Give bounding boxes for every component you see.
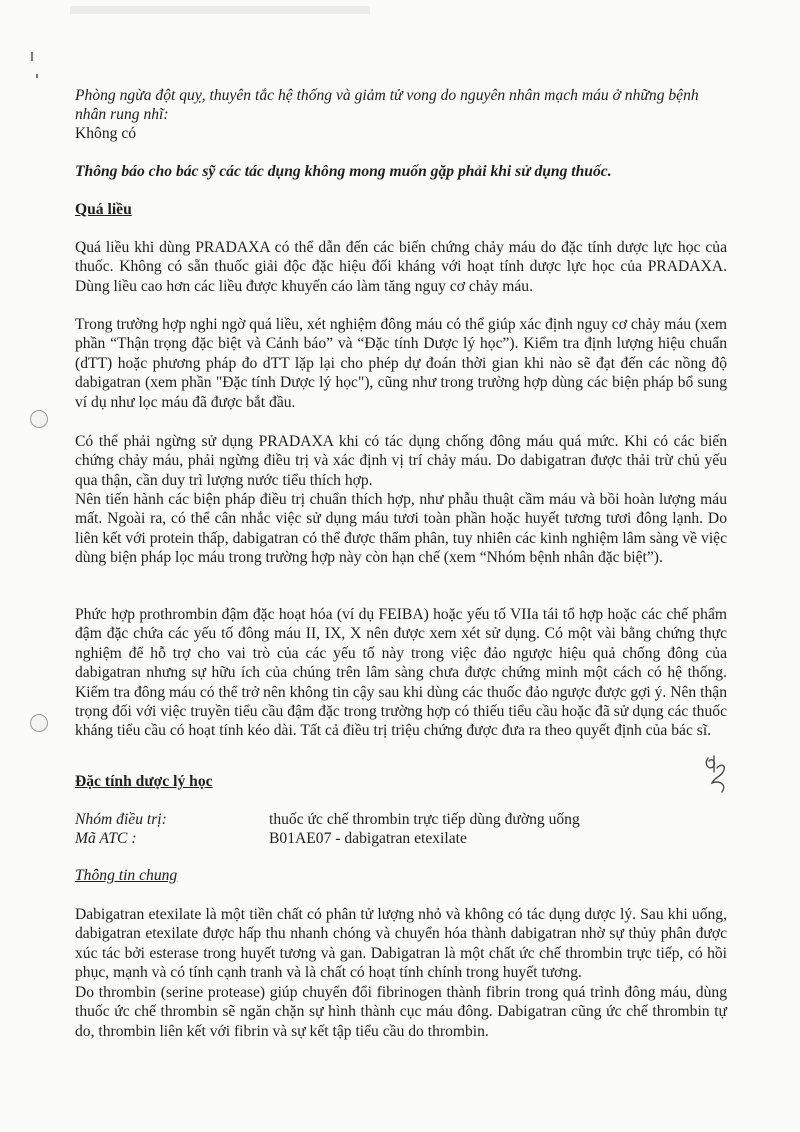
general-info-title: Thông tin chung — [75, 867, 178, 884]
therapeutic-group-value: thuốc ức chế thrombin trực tiếp dùng đường uống — [269, 811, 580, 828]
adverse-report-notice: Thông báo cho bác sỹ các tác dụng không mong muốn gặp phải khi sử dụng thuốc. — [75, 163, 612, 180]
scan-artifact — [70, 6, 370, 14]
overdose-paragraph: Phức hợp prothrombin đậm đặc hoạt hóa (ví dụ FEIBA) hoặc yếu tố VIIa tái tổ hợp hoặc các chế phẩm đậm đặc chứa các yếu tố đông máu II, IX, X nên được xem xét sử dụng. Có một vài bằng chứng thực nghiệm để hỗ trợ cho vai trò của các yếu tố này trong việc đảo ngược hiệu quả chống đông của dabigatran nhưng sự hữu ích của chúng trên lâm sàng chưa được chứng minh một cách có hệ thống. Kiểm tra đông máu có thể trở nên không tin cậy sau khi dùng các thuốc đảo ngược được gợi ý. Nên thận trọng đối với việc truyền tiểu cầu đậm đặc trong trường hợp có thiếu tiểu cầu hoặc đã sử dụng các thuốc kháng tiểu cầu có hoạt tính kéo dài. Tất cả điều trị triệu chứng được đưa ra theo quyết định của bác sĩ. — [75, 606, 727, 740]
margin-mark — [36, 74, 38, 78]
atc-code-label: Mã ATC : — [75, 830, 137, 847]
punch-hole — [30, 714, 48, 732]
overdose-title: Quá liều — [75, 201, 132, 218]
overdose-paragraph: Có thể phải ngừng sử dụng PRADAXA khi có tác dụng chống đông máu quá mức. Khi có các biến chứng chảy máu, phải ngừng điều trị và xác định vị trí chảy máu. Do dabigatran được thải trừ chủ yếu qua thận, cần duy trì lượng nước tiểu thích hợp. — [75, 433, 727, 489]
stroke-prevention-heading: Phòng ngừa đột quỵ, thuyên tắc hệ thống và giảm tử vong do nguyên nhân mạch máu ở những bệnh nhân rung nhĩ: — [75, 87, 699, 124]
overdose-paragraph: Quá liều khi dùng PRADAXA có thể dẫn đến các biến chứng chảy máu do đặc tính dược lực học của thuốc. Không có sẵn thuốc giải độc đặc hiệu đối kháng với hoạt tính dược lực học của PRADAXA. Dùng liều cao hơn các liều được khuyến cáo làm tăng nguy cơ chảy máu. — [75, 239, 727, 295]
therapeutic-group-row — [75, 810, 727, 830]
general-info-paragraph: Do thrombin (serine protease) giúp chuyển đổi fibrinogen thành fibrin trong quá trình đông máu, dùng thuốc ức chế thrombin sẽ ngăn chặn sự hình thành cục máu đông. Dabigatran cũng ức chế thrombin tự do, thrombin liên kết với fibrin và sự kết tập tiểu cầu do thrombin. — [75, 984, 727, 1040]
overdose-paragraph: Nên tiến hành các biện pháp điều trị chuẩn thích hợp, như phẫu thuật cầm máu và bồi hoàn lượng máu mất. Ngoài ra, có thể cân nhắc việc sử dụng máu tươi toàn phần hoặc huyết tương tươi đông lạnh. Do liên kết với protein thấp, dabigatran có thể được thẩm phân, tuy nhiên các kinh nghiệm lâm sàng về việc dùng biện pháp lọc máu trong trường hợp này còn hạn chế (xem “Nhóm bệnh nhân đặc biệt”). — [75, 491, 727, 567]
margin-mark — [31, 52, 33, 61]
handwritten-initials — [700, 750, 740, 800]
atc-code-row — [75, 829, 727, 849]
therapeutic-group-label: Nhóm điều trị: — [75, 811, 167, 828]
general-info-paragraph: Dabigatran etexilate là một tiền chất có phân tử lượng nhỏ và không có tác dụng dược lý. Sau khi uống, dabigatran etexilate được hấp thu nhanh chóng và chuyển hóa thành dabigatran nhờ sự thủy phân được xúc tác bởi esterase trong huyết tương và gan. Dabigatran là một chất ức chế thrombin trực tiếp, có hồi phục, mạnh và có tính cạnh tranh và là chất có hoạt tính chính trong huyết tương. — [75, 906, 727, 982]
stroke-prevention-value: Không có — [75, 125, 137, 142]
atc-code-value: B01AE07 - dabigatran etexilate — [269, 830, 467, 847]
pharmacology-title: Đặc tính dược lý học — [75, 773, 213, 790]
overdose-paragraph: Trong trường hợp nghi ngờ quá liều, xét nghiệm đông máu có thể giúp xác định nguy cơ chảy máu (xem phần “Thận trọng đặc biệt và Cảnh báo” và “Đặc tính Dược lý học”). Kiểm tra định lượng hiệu chuẩn (dTT) hoặc phương pháp đo dTT lặp lại cho phép dự đoán thời gian khi nào sẽ đạt đến các nồng độ dabigatran (xem phần "Đặc tính Dược lý học"), cũng như trong trường hợp dùng các biện pháp bổ sung ví dụ như lọc máu đã được bắt đầu. — [75, 316, 727, 411]
punch-hole — [30, 410, 48, 428]
